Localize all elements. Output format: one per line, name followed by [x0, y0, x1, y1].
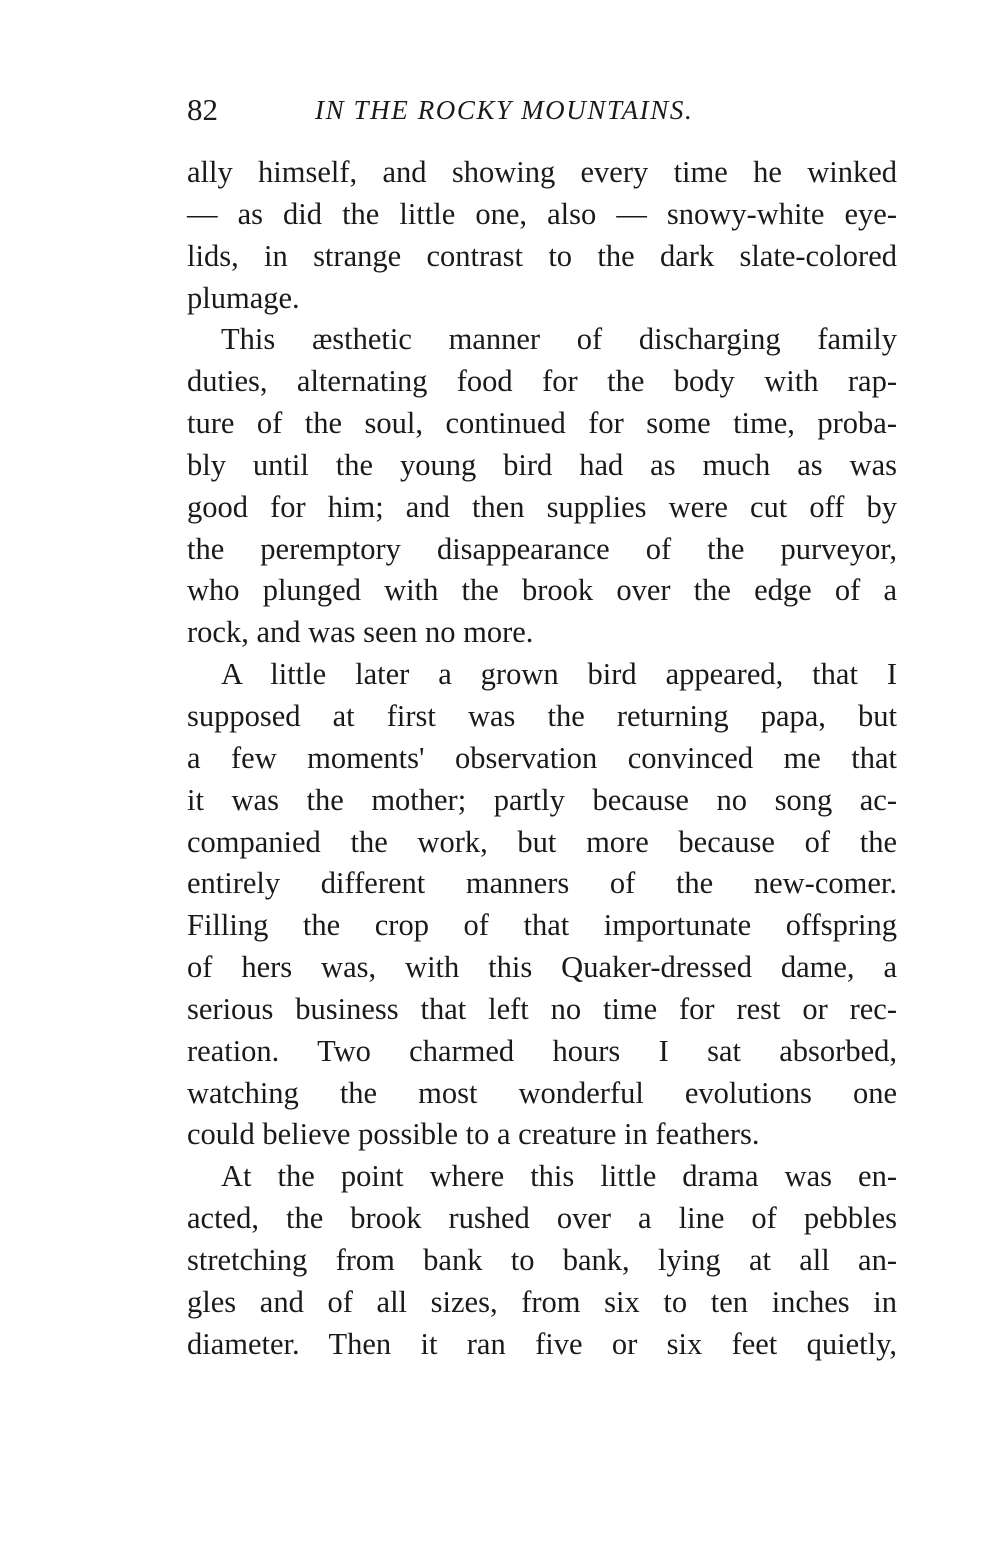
text-line: of hers was, with this Quaker-dressed dame, a	[187, 950, 897, 985]
text-line: diameter. Then it ran five or six feet quietly,	[187, 1326, 897, 1361]
page-number: 82	[187, 92, 218, 127]
body-text	[187, 152, 897, 1365]
text-line: companied the work, but more because of the	[187, 824, 897, 859]
text-line: duties, alternating food for the body with rap-	[187, 364, 897, 399]
text-line: bly until the young bird had as much as was	[187, 447, 897, 482]
text-line: reation. Two charmed hours I sat absorbed,	[187, 1033, 897, 1068]
text-line: This æsthetic manner of discharging family	[221, 322, 897, 357]
text-line: who plunged with the brook over the edge of a	[187, 573, 897, 608]
text-line: plumage.	[187, 280, 300, 315]
text-line: ally himself, and showing every time he winked	[187, 155, 897, 189]
text-line: stretching from bank to bank, lying at all an-	[187, 1242, 897, 1277]
text-line: could believe possible to a creature in feathers.	[187, 1117, 760, 1152]
text-line: acted, the brook rushed over a line of pebbles	[187, 1201, 897, 1236]
text-line: good for him; and then supplies were cut off by	[187, 489, 897, 524]
text-line: the peremptory disappearance of the purveyor,	[187, 531, 897, 566]
running-title: IN THE ROCKY MOUNTAINS.	[315, 95, 694, 125]
text-line: lids, in strange contrast to the dark slate-colored	[187, 238, 897, 273]
text-line: entirely different manners of the new-comer.	[187, 866, 897, 901]
text-line: gles and of all sizes, from six to ten inches in	[187, 1284, 897, 1319]
text-line: Filling the crop of that importunate offspring	[187, 908, 897, 943]
text-line: serious business that left no time for rest or rec-	[187, 991, 897, 1026]
text-line: supposed at first was the returning papa, but	[187, 698, 897, 733]
text-line: At the point where this little drama was en-	[221, 1159, 897, 1194]
text-line: watching the most wonderful evolutions one	[187, 1075, 897, 1110]
text-line: it was the mother; partly because no song ac-	[187, 782, 897, 817]
running-head	[187, 88, 897, 132]
text-line: — as did the little one, also — snowy-white eye-	[187, 196, 897, 231]
text-line: a few moments' observation convinced me that	[187, 740, 897, 775]
text-line: rock, and was seen no more.	[187, 615, 534, 650]
text-line: A little later a grown bird appeared, that I	[221, 657, 897, 692]
text-line: ture of the soul, continued for some time, proba-	[187, 406, 897, 441]
